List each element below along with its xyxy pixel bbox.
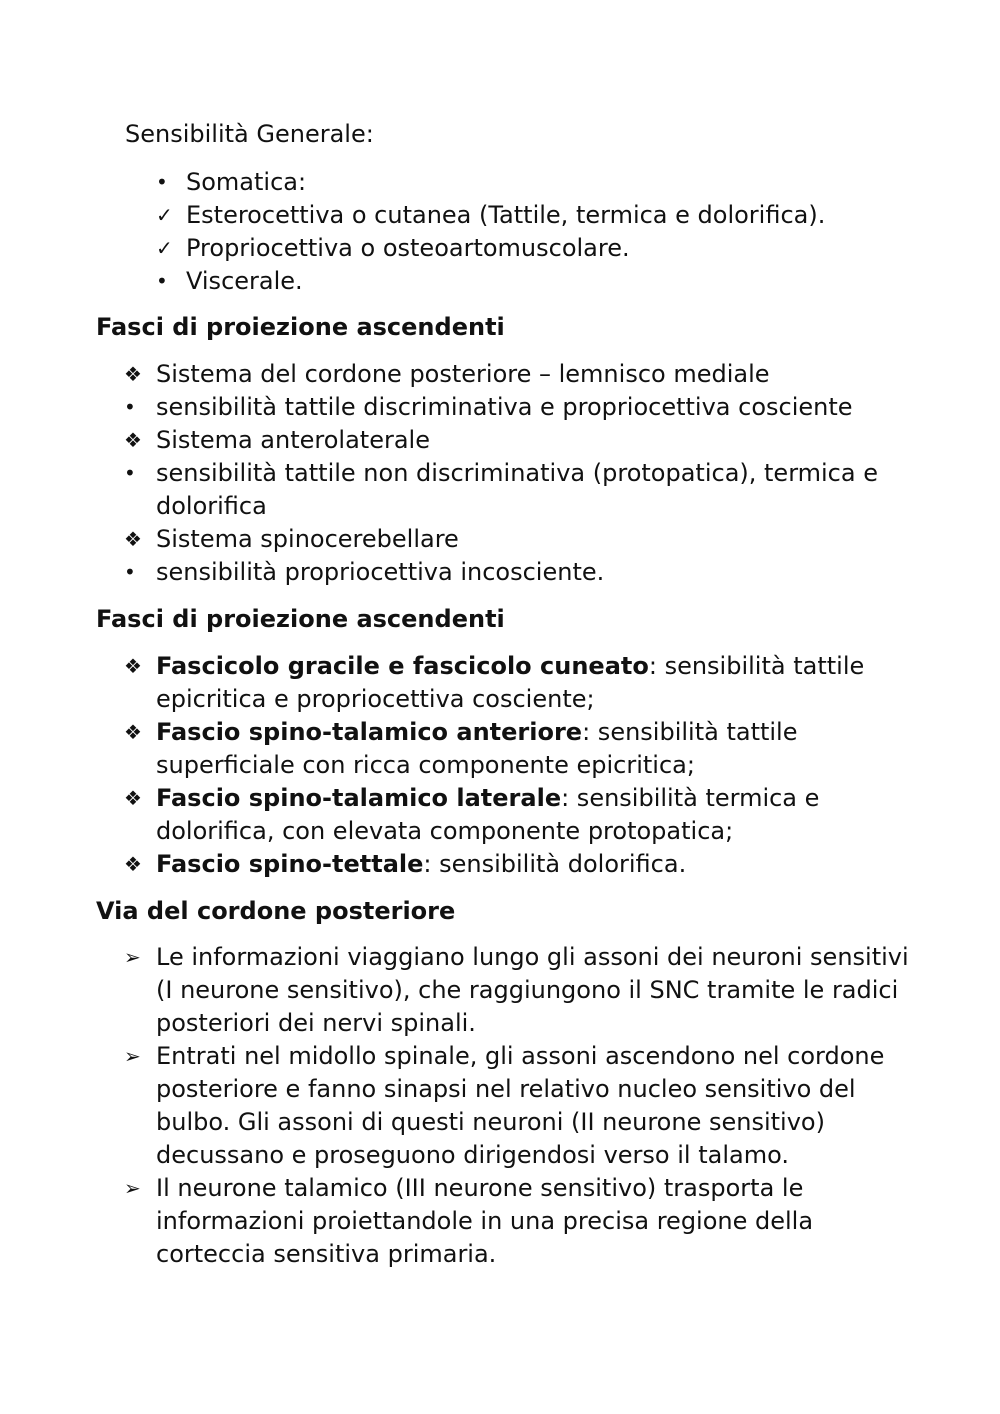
list-item-term: Fascio spino-talamico anteriore (156, 718, 583, 746)
diamond-icon: ❖ (124, 362, 142, 386)
list-item-text: Esterocettiva o cutanea (Tattile, termica e dolorifica). (186, 201, 826, 229)
list-item-text: sensibilità tattile discriminativa e propriocettiva cosciente (156, 393, 853, 421)
list-item (124, 1172, 916, 1271)
list-item-text: : sensibilità tattile epicritica e propriocettiva cosciente; (156, 652, 865, 713)
arrow-icon: ➢ (124, 1044, 141, 1068)
list-item-text: Viscerale. (186, 267, 303, 295)
list-item (124, 941, 916, 1040)
checkmark-icon: ✓ (156, 203, 173, 227)
list-item (156, 232, 946, 265)
list-item-text: sensibilità propriocettiva incosciente. (156, 558, 605, 586)
section-heading-ascending-2: Fasci di proiezione ascendenti (96, 605, 505, 633)
checkmark-icon: ✓ (156, 236, 173, 260)
list-item-text: Sistema anterolaterale (156, 426, 430, 454)
diamond-icon: ❖ (124, 654, 142, 678)
list-item (124, 556, 916, 589)
diamond-icon: ❖ (124, 527, 142, 551)
list-item (124, 716, 916, 782)
list-item (156, 166, 946, 199)
intro-label: Sensibilità Generale: (125, 120, 374, 148)
list-item-term: Fascio spino-tettale (156, 850, 424, 878)
list-item-text: Sistema del cordone posteriore – lemnisco mediale (156, 360, 770, 388)
arrow-icon: ➢ (124, 945, 141, 969)
list-item-text: Somatica: (186, 168, 307, 196)
list-item-text: sensibilità tattile non discriminativa (protopatica), termica e dolorifica (156, 459, 878, 520)
list-item (124, 358, 916, 391)
list-item-text: Sistema spinocerebellare (156, 525, 459, 553)
sensibility-list (156, 166, 946, 298)
list-item-term: Fascio spino-talamico laterale (156, 784, 562, 812)
bullet-icon: • (156, 170, 168, 194)
pathway-list (124, 941, 916, 1271)
list-item-text: Entrati nel midollo spinale, gli assoni ascendono nel cordone posteriore e fanno sinapsi nel relativo nucleo sensitivo del bulbo. Gli assoni di questi neuroni (II neurone sensitivo) decussano e proseguono dirigendosi verso il talamo. (156, 1042, 885, 1169)
list-item-text: Le informazioni viaggiano lungo gli assoni dei neuroni sensitivi (I neurone sensitivo), che raggiungono il SNC tramite le radici posteriori dei nervi spinali. (156, 943, 909, 1037)
bullet-icon: • (124, 560, 136, 584)
list-item (156, 199, 946, 232)
list-item (124, 391, 916, 424)
list-item (124, 782, 916, 848)
bullet-icon: • (156, 269, 168, 293)
section-heading-ascending-1: Fasci di proiezione ascendenti (96, 313, 505, 341)
systems-list (124, 358, 916, 589)
diamond-icon: ❖ (124, 720, 142, 744)
list-item (124, 1040, 916, 1172)
tracts-list (124, 650, 916, 881)
list-item (124, 457, 916, 523)
list-item-term: Fascicolo gracile e fascicolo cuneato (156, 652, 649, 680)
diamond-icon: ❖ (124, 786, 142, 810)
list-item (156, 265, 946, 298)
list-item (124, 650, 916, 716)
diamond-icon: ❖ (124, 428, 142, 452)
bullet-icon: • (124, 461, 136, 485)
list-item-text: : sensibilità dolorifica. (423, 850, 687, 878)
list-item-text: Il neurone talamico (III neurone sensitivo) trasporta le informazioni proiettandole in una precisa regione della corteccia sensitiva primaria. (156, 1174, 814, 1268)
list-item-text: : sensibilità termica e dolorifica, con elevata componente protopatica; (156, 784, 820, 845)
list-item-text: : sensibilità tattile superficiale con ricca componente epicritica; (156, 718, 798, 779)
list-item (124, 523, 916, 556)
diamond-icon: ❖ (124, 852, 142, 876)
arrow-icon: ➢ (124, 1176, 141, 1200)
list-item-text: Propriocettiva o osteoartomuscolare. (186, 234, 630, 262)
list-item (124, 424, 916, 457)
list-item (124, 848, 916, 881)
bullet-icon: • (124, 395, 136, 419)
section-heading-posterior-column: Via del cordone posteriore (96, 897, 456, 925)
